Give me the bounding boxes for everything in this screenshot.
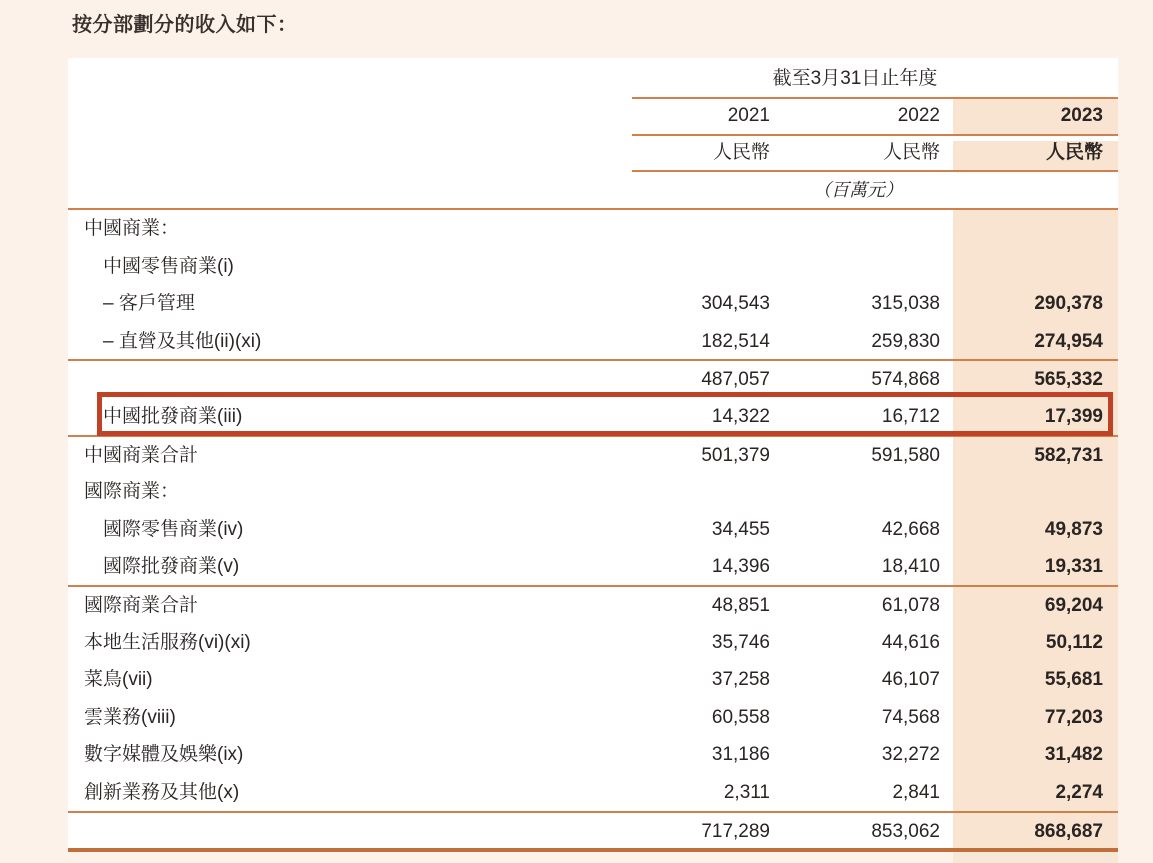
row-label: 創新業務及其他(x) — [84, 782, 240, 803]
value-2022: 46,107 — [881, 669, 940, 691]
table-row — [68, 624, 1118, 662]
value-2021: 34,455 — [711, 518, 770, 540]
value-2021: 60,558 — [711, 706, 770, 728]
value-2023: 582,731 — [1034, 444, 1103, 466]
table-row-total — [68, 435, 1118, 475]
table-row — [68, 774, 1118, 812]
value-2022: 16,712 — [881, 406, 940, 427]
page-title: 按分部劃分的收入如下： — [72, 14, 298, 36]
row-label: 中國批發商業(iii) — [103, 406, 243, 427]
table-row — [68, 736, 1118, 774]
row-label: 國際零售商業(iv) — [103, 518, 244, 540]
header-rule-4 — [68, 208, 1118, 210]
year-header-row — [68, 100, 1118, 132]
value-2023: 31,482 — [1044, 744, 1103, 766]
table-body — [68, 210, 1118, 850]
currency-label-2023: 人民幣 — [1045, 142, 1103, 163]
row-label: 菜鳥(vii) — [84, 669, 153, 691]
value-2023: 565,332 — [1034, 369, 1103, 391]
revenue-by-segment-table — [68, 58, 1118, 852]
value-2021: 48,851 — [711, 595, 770, 616]
value-2022: 32,272 — [881, 744, 940, 766]
table-row — [68, 511, 1118, 549]
row-label: 中國商業： — [84, 218, 180, 239]
row-label: 國際批發商業(v) — [103, 556, 240, 578]
value-2022: 42,668 — [881, 518, 940, 540]
value-2022: 61,078 — [881, 595, 940, 616]
value-2021: 31,186 — [711, 744, 770, 766]
value-2022: 591,580 — [871, 444, 940, 466]
row-label — [68, 361, 84, 399]
row-label: 國際商業合計 — [84, 595, 199, 616]
value-2023: 868,687 — [1034, 820, 1103, 842]
row-label: – 直營及其他(ii)(xi) — [103, 330, 262, 352]
value-2021: 14,322 — [711, 406, 770, 427]
value-2023: 69,204 — [1044, 595, 1103, 616]
table-row — [68, 210, 1118, 248]
currency-label-2021: 人民幣 — [712, 142, 770, 163]
table-row — [68, 473, 1118, 511]
value-2021: 35,746 — [711, 631, 770, 653]
row-label: 國際商業： — [84, 481, 180, 503]
currency-label-2022: 人民幣 — [882, 142, 940, 163]
highlight-column-continuation — [953, 852, 1118, 863]
header-rule-1 — [632, 97, 1118, 99]
row-label: 雲業務(viii) — [84, 706, 176, 728]
row-label: 本地生活服務(vi)(xi) — [84, 631, 251, 653]
value-2023: 77,203 — [1044, 706, 1103, 728]
unit-note: （百萬元） — [813, 180, 903, 200]
year-2021: 2021 — [727, 105, 770, 126]
table-row — [68, 285, 1118, 323]
value-2021: 2,311 — [723, 782, 770, 803]
value-2021: 501,379 — [701, 444, 770, 466]
table-row — [68, 323, 1118, 361]
table-row — [68, 699, 1118, 737]
value-2021: 487,057 — [701, 369, 770, 391]
header-rule-3 — [632, 170, 1118, 172]
value-2022: 574,868 — [871, 369, 940, 391]
value-2023: 50,112 — [1045, 631, 1103, 653]
currency-header-row — [68, 138, 1118, 168]
row-label: 中國商業合計 — [84, 444, 199, 466]
value-2023: 49,873 — [1044, 518, 1103, 540]
value-2022: 315,038 — [871, 293, 940, 315]
value-2021: 182,514 — [701, 330, 770, 352]
header-rule-2 — [632, 134, 1118, 136]
year-2022: 2022 — [897, 105, 940, 126]
table-row — [68, 248, 1118, 286]
value-2022: 18,410 — [881, 556, 940, 578]
table-row — [68, 548, 1118, 586]
value-2023: 55,681 — [1044, 669, 1103, 691]
value-2022: 259,830 — [871, 330, 940, 352]
value-2021: 14,396 — [711, 556, 770, 578]
value-2023: 2,274 — [1055, 782, 1103, 803]
value-2022: 2,841 — [892, 782, 940, 803]
value-2021: 37,258 — [711, 669, 770, 691]
row-label: 中國零售商業(i) — [103, 255, 234, 277]
value-2023: 274,954 — [1034, 330, 1103, 352]
table-row-total — [68, 585, 1118, 625]
value-2023: 290,378 — [1034, 293, 1103, 315]
value-2021: 717,289 — [701, 820, 770, 842]
value-2022: 44,616 — [881, 631, 940, 653]
annotation-box — [97, 392, 1113, 436]
period-header: 截至3月31日止年度 — [772, 68, 938, 89]
row-label: – 客戶管理 — [103, 293, 195, 315]
table-row-grand-total — [68, 811, 1118, 851]
row-label: 數字媒體及娛樂(ix) — [84, 744, 244, 766]
row-label — [68, 813, 84, 851]
value-2023: 17,399 — [1044, 406, 1103, 427]
value-2023: 19,331 — [1044, 556, 1103, 578]
value-2022: 853,062 — [871, 820, 940, 842]
value-2022: 74,568 — [881, 706, 940, 728]
value-2021: 304,543 — [701, 293, 770, 315]
year-2023: 2023 — [1060, 105, 1103, 126]
table-row — [68, 661, 1118, 699]
